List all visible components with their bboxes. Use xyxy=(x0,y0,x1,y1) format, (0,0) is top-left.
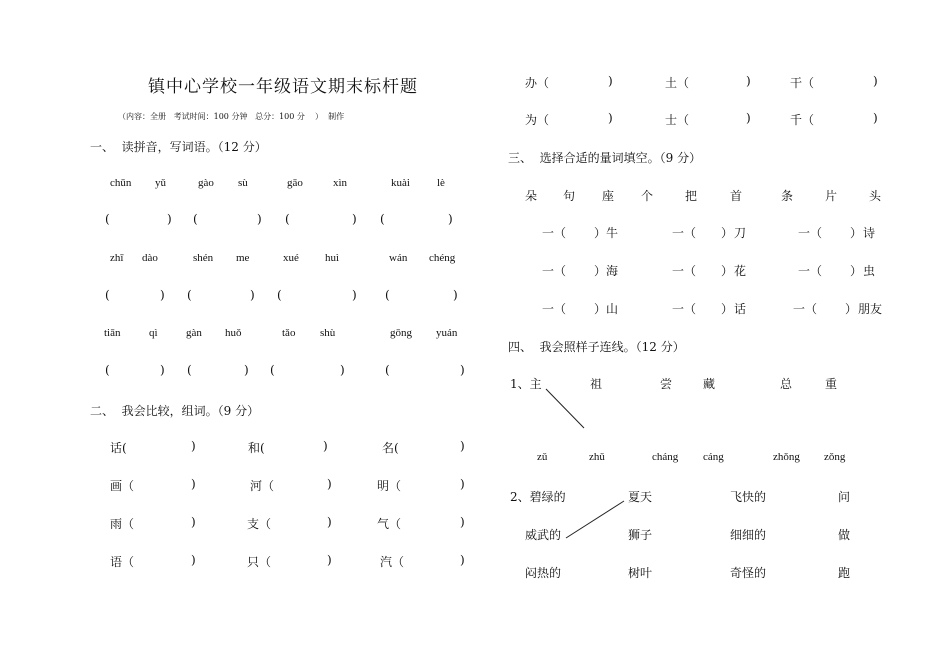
answer-open: ( xyxy=(385,363,390,377)
answer-close: ) xyxy=(327,477,332,491)
answer-close: ) xyxy=(873,74,878,88)
pinyin: qì xyxy=(149,327,158,339)
q2-word: 威武的 xyxy=(525,528,562,542)
compare-char: 话( xyxy=(110,441,127,455)
q1-char: 尝 xyxy=(660,377,673,391)
pinyin: chūn xyxy=(110,177,132,189)
answer-close: ) xyxy=(160,288,165,302)
q1-char: 重 xyxy=(825,377,838,391)
measure-word-option: 朵 xyxy=(525,189,538,203)
measure-word-option: 句 xyxy=(563,189,576,203)
answer-close: ) xyxy=(250,288,255,302)
pinyin: me xyxy=(236,252,250,264)
measure-noun: 牛 xyxy=(606,226,619,240)
pinyin: gào xyxy=(198,177,214,189)
q2-word: 狮子 xyxy=(628,528,653,542)
compare-char: 只（ xyxy=(247,555,272,569)
measure-noun: 虫 xyxy=(863,264,876,278)
q2-word: 闷热的 xyxy=(525,566,562,580)
answer-open: ( xyxy=(105,363,110,377)
answer-close: ） xyxy=(594,226,607,240)
compare-char: 画（ xyxy=(110,479,135,493)
answer-close: ) xyxy=(327,515,332,529)
compare-char: 干（ xyxy=(790,76,815,90)
measure-prefix: 一（ xyxy=(672,302,697,316)
answer-close: ) xyxy=(244,363,249,377)
compare-char: 气（ xyxy=(377,517,402,531)
measure-word-option: 个 xyxy=(641,189,654,203)
answer-close: ） xyxy=(850,226,863,240)
pinyin: gōng xyxy=(390,327,412,339)
measure-prefix: 一（ xyxy=(672,264,697,278)
answer-open: ( xyxy=(270,363,275,377)
measure-noun: 话 xyxy=(734,302,747,316)
answer-open: ( xyxy=(285,212,290,226)
q1-pinyin: zhǔ xyxy=(589,451,605,463)
answer-close: ） xyxy=(850,264,863,278)
q1-pinyin: zǔ xyxy=(537,451,548,463)
answer-close: ) xyxy=(257,212,262,226)
exam-info: （内容：全册 考试时间：100 分钟 总分：100 分 ） 制作 xyxy=(118,112,345,121)
q1-char: 总 xyxy=(780,377,793,391)
answer-close: ） xyxy=(721,302,734,316)
pinyin: shén xyxy=(193,252,214,264)
q2-word: 飞快的 xyxy=(730,490,767,504)
pinyin: tǎo xyxy=(282,327,296,339)
compare-char: 名( xyxy=(382,441,399,455)
answer-close: ) xyxy=(160,363,165,377)
section-3-heading: 三、 选择合适的量词填空。（9 分） xyxy=(508,151,702,165)
answer-close: ) xyxy=(460,439,465,453)
answer-close: ） xyxy=(721,226,734,240)
measure-prefix: 一（ xyxy=(672,226,697,240)
answer-close: ) xyxy=(460,477,465,491)
pinyin: huǒ xyxy=(225,327,242,339)
measure-noun: 刀 xyxy=(734,226,747,240)
pinyin: huì xyxy=(325,252,340,264)
answer-close: ) xyxy=(460,515,465,529)
compare-char: 雨（ xyxy=(110,517,135,531)
q1-char: 祖 xyxy=(590,377,603,391)
answer-close: ） xyxy=(594,264,607,278)
answer-open: ( xyxy=(277,288,282,302)
answer-open: ( xyxy=(187,288,192,302)
answer-close: ) xyxy=(191,477,196,491)
compare-char: 和( xyxy=(248,441,265,455)
answer-close: ) xyxy=(460,553,465,567)
measure-word-option: 首 xyxy=(730,189,743,203)
q2-word: 做 xyxy=(838,528,851,542)
section-1-heading: 一、 读拼音，写词语。（12 分） xyxy=(90,140,267,154)
q2-word: 问 xyxy=(838,490,851,504)
compare-char: 明（ xyxy=(377,479,402,493)
answer-close: ） xyxy=(845,302,858,316)
compare-char: 办（ xyxy=(525,76,550,90)
pinyin: gāo xyxy=(287,177,303,189)
pinyin: zhī xyxy=(110,252,124,264)
measure-prefix: 一（ xyxy=(542,264,567,278)
answer-open: ( xyxy=(380,212,385,226)
pinyin: chéng xyxy=(429,252,456,264)
answer-open: ( xyxy=(105,212,110,226)
answer-close: ) xyxy=(191,553,196,567)
q1-char: 藏 xyxy=(703,377,716,391)
pinyin: gàn xyxy=(186,327,202,339)
measure-prefix: 一（ xyxy=(798,264,823,278)
q1-pinyin: cháng xyxy=(652,451,679,463)
page-title: 镇中心学校一年级语文期末标杆题 xyxy=(148,77,418,97)
measure-noun: 海 xyxy=(606,264,619,278)
answer-close: ) xyxy=(352,288,357,302)
answer-close: ） xyxy=(594,302,607,316)
q1-pinyin: zhǒng xyxy=(773,451,800,463)
answer-close: ) xyxy=(608,111,613,125)
answer-close: ) xyxy=(448,212,453,226)
example-line-1 xyxy=(546,389,584,428)
compare-char: 土（ xyxy=(665,76,690,90)
pinyin: yǔ xyxy=(155,177,166,189)
compare-char: 支（ xyxy=(247,517,272,531)
measure-word-option: 把 xyxy=(685,189,698,203)
compare-char: 语（ xyxy=(110,555,135,569)
answer-open: ( xyxy=(385,288,390,302)
answer-close: ) xyxy=(352,212,357,226)
q2-word: 树叶 xyxy=(628,566,653,580)
measure-word-option: 头 xyxy=(869,189,882,203)
measure-noun: 朋友 xyxy=(858,302,883,316)
answer-close: ) xyxy=(608,74,613,88)
answer-close: ） xyxy=(721,264,734,278)
compare-char: 河（ xyxy=(250,479,275,493)
measure-noun: 花 xyxy=(734,264,747,278)
answer-close: ) xyxy=(453,288,458,302)
measure-prefix: 一（ xyxy=(542,302,567,316)
pinyin: xué xyxy=(283,252,299,264)
answer-close: ) xyxy=(873,111,878,125)
q2-word: 奇怪的 xyxy=(730,566,767,580)
measure-noun: 诗 xyxy=(863,226,876,240)
compare-char: 汽（ xyxy=(380,555,405,569)
pinyin: wán xyxy=(389,252,408,264)
measure-word-option: 座 xyxy=(602,189,615,203)
compare-char: 为（ xyxy=(525,113,550,127)
answer-close: ) xyxy=(340,363,345,377)
compare-char: 士（ xyxy=(665,113,690,127)
measure-prefix: 一（ xyxy=(793,302,818,316)
q2-label: 2、碧绿的 xyxy=(510,490,566,504)
answer-close: ) xyxy=(191,439,196,453)
pinyin: shù xyxy=(320,327,336,339)
pinyin: xìn xyxy=(333,177,348,189)
pinyin: tiān xyxy=(104,327,121,339)
answer-open: ( xyxy=(105,288,110,302)
answer-close: ) xyxy=(327,553,332,567)
answer-close: ) xyxy=(191,515,196,529)
q1-pinyin: cáng xyxy=(703,451,724,463)
measure-prefix: 一（ xyxy=(542,226,567,240)
measure-prefix: 一（ xyxy=(798,226,823,240)
section-4-heading: 四、 我会照样子连线。（12 分） xyxy=(508,340,685,354)
pinyin: yuán xyxy=(436,327,458,339)
q2-word: 跑 xyxy=(838,566,851,580)
q1-label: 1、主 xyxy=(510,377,542,391)
q1-pinyin: zǒng xyxy=(824,451,846,463)
q2-word: 细细的 xyxy=(730,528,767,542)
pinyin: lè xyxy=(437,177,445,189)
answer-close: ) xyxy=(167,212,172,226)
q2-word: 夏天 xyxy=(628,490,653,504)
answer-open: ( xyxy=(193,212,198,226)
answer-close: ) xyxy=(746,74,751,88)
measure-word-option: 片 xyxy=(825,189,838,203)
section-2-heading: 二、 我会比较，组词。（9 分） xyxy=(90,404,260,418)
answer-close: ) xyxy=(460,363,465,377)
answer-close: ) xyxy=(323,439,328,453)
answer-close: ) xyxy=(746,111,751,125)
pinyin: dào xyxy=(142,252,158,264)
pinyin: sù xyxy=(238,177,248,189)
example-line-2 xyxy=(566,501,624,538)
answer-open: ( xyxy=(187,363,192,377)
measure-word-option: 条 xyxy=(781,189,794,203)
compare-char: 千（ xyxy=(790,113,815,127)
measure-noun: 山 xyxy=(606,302,619,316)
pinyin: kuài xyxy=(391,177,410,189)
